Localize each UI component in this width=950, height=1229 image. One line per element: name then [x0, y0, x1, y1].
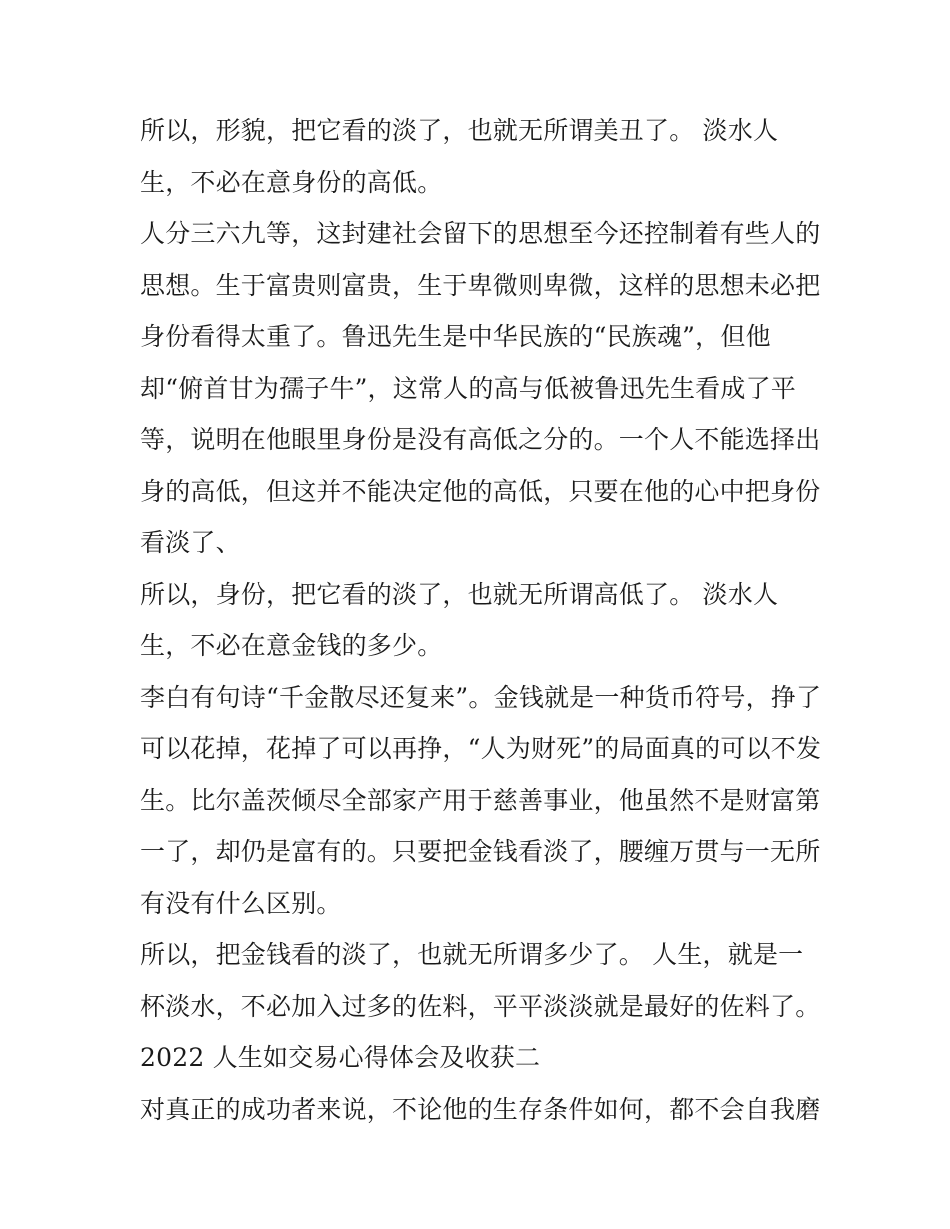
text-line: 一了，却仍是富有的。只要把金钱看淡了，腰缠万贯与一无所	[140, 837, 821, 866]
text-line: 对真正的成功者来说，不论他的生存条件如何，都不会自我磨	[140, 1094, 821, 1124]
text-line: 身的高低，但这并不能决定他的高低，只要在他的心中把身份	[140, 476, 821, 506]
text-line: 思想。生于富贵则富贵，生于卑微则卑微，这样的思想未必把	[140, 270, 821, 300]
text-line: 可以花掉，花掉了可以再挣，“人为财死”的局面真的可以不发	[140, 734, 822, 763]
body-text	[140, 105, 820, 1135]
text-line: 看淡了、	[140, 528, 241, 557]
text-line: 所以，身份，把它看的淡了，也就无所谓高低了。 淡水人	[140, 579, 779, 609]
text-line: 等，说明在他眼里身份是没有高低之分的。一个人不能选择出	[140, 425, 821, 454]
text-line: 生，不必在意身份的高低。	[140, 167, 443, 197]
text-line: 身份看得太重了。鲁迅先生是中华民族的“民族魂”，但他	[140, 322, 771, 351]
text-line: 生。比尔盖茨倾尽全部家产用于慈善事业，他虽然不是财富第	[140, 785, 821, 815]
text-line: 李白有句诗“千金散尽还复来”。金钱就是一种货币符号，挣了	[140, 682, 822, 712]
text-line: 人分三六九等，这封建社会留下的思想至今还控制着有些人的	[140, 219, 821, 248]
text-line: 却“俯首甘为孺子牛”，这常人的高与低被鲁迅先生看成了平	[140, 373, 796, 403]
text-line: 所以，形貌，把它看的淡了，也就无所谓美丑了。 淡水人	[140, 116, 779, 145]
text-line: 所以，把金钱看的淡了，也就无所谓多少了。 人生，就是一	[140, 940, 804, 969]
text-line: 生，不必在意金钱的多少。	[140, 631, 443, 660]
section-heading: 2022 人生如交易心得体会及收获二	[140, 1043, 541, 1072]
text-line: 杯淡水，不必加入过多的佐料，平平淡淡就是最好的佐料了。	[140, 991, 821, 1021]
text-line: 有没有什么区别。	[140, 888, 342, 918]
